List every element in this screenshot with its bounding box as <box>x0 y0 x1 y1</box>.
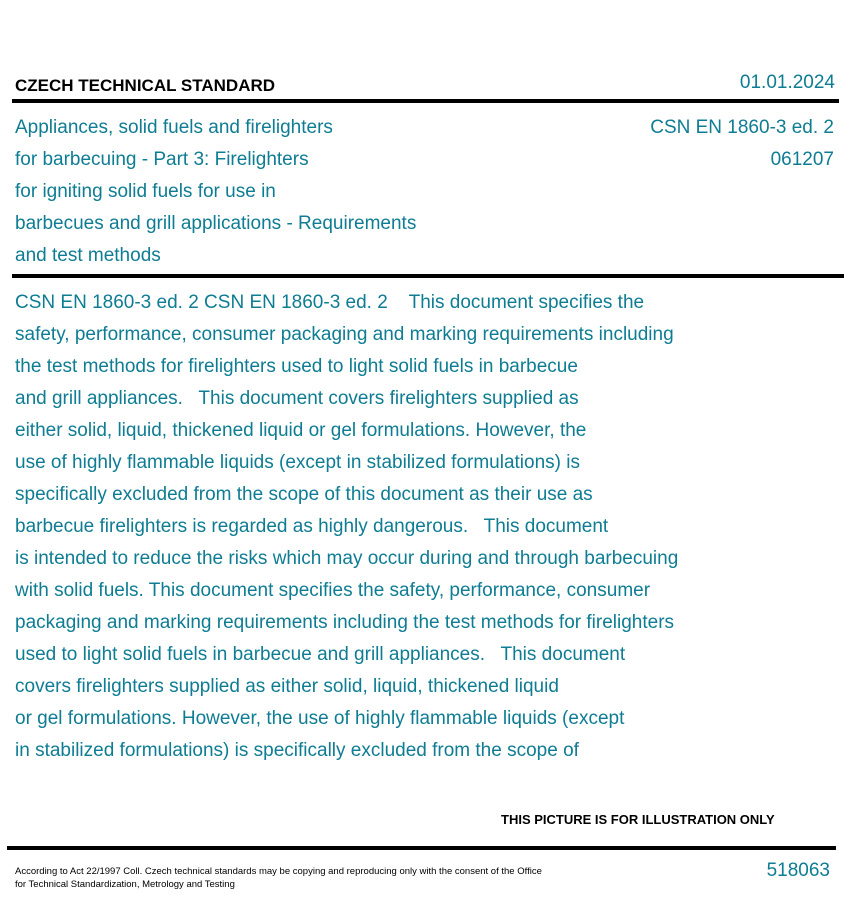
title-line: Appliances, solid fuels and firelighters <box>15 117 333 138</box>
title-line: for igniting solid fuels for use in <box>15 181 276 202</box>
abstract-line: barbecue firelighters is regarded as highly dangerous. This document <box>15 516 609 537</box>
standard-type-label: CZECH TECHNICAL STANDARD <box>15 76 276 95</box>
legal-notice <box>15 865 542 891</box>
abstract-text <box>15 287 775 767</box>
abstract-line: or gel formulations. However, the use of highly flammable liquids (except <box>15 708 625 729</box>
abstract-line: packaging and marking requirements including the test methods for firelighters <box>15 612 675 633</box>
abstract-line: used to light solid fuels in barbecue and grill appliances. This document <box>15 644 626 665</box>
standard-title <box>15 112 485 272</box>
illustration-notice: THIS PICTURE IS FOR ILLUSTRATION ONLY <box>501 812 775 827</box>
abstract-line: in stabilized formulations) is specifically excluded from the scope of <box>15 740 579 761</box>
abstract-line: and grill appliances. This document covers firelighters supplied as <box>15 388 579 409</box>
abstract-line: specifically excluded from the scope of this document as their use as <box>15 484 593 505</box>
document-number: 518063 <box>766 860 830 881</box>
abstract-line: CSN EN 1860-3 ed. 2 CSN EN 1860-3 ed. 2 This document specifies the <box>15 292 645 313</box>
publication-date: 01.01.2024 <box>739 72 835 93</box>
header-divider <box>12 99 839 103</box>
classification-code: 061207 <box>770 149 834 170</box>
standard-designation: CSN EN 1860-3 ed. 2 <box>650 117 834 138</box>
footer-divider <box>7 846 836 850</box>
title-line: and test methods <box>15 245 161 266</box>
legal-line: for Technical Standardization, Metrology and Testing <box>15 879 235 890</box>
standard-codes <box>650 112 834 176</box>
abstract-line: with solid fuels. This document specifies the safety, performance, consumer <box>15 580 651 601</box>
legal-line: According to Act 22/1997 Coll. Czech technical standards may be copying and reproducing only with the consent of the Office <box>15 866 542 877</box>
abstract-line: is intended to reduce the risks which may occur during and through barbecuing <box>15 548 679 569</box>
abstract-line: either solid, liquid, thickened liquid or gel formulations. However, the <box>15 420 587 441</box>
title-line: for barbecuing - Part 3: Firelighters <box>15 149 309 170</box>
abstract-line: use of highly flammable liquids (except in stabilized formulations) is <box>15 452 580 473</box>
abstract-line: covers firelighters supplied as either solid, liquid, thickened liquid <box>15 676 559 697</box>
title-divider <box>12 274 844 278</box>
abstract-line: safety, performance, consumer packaging and marking requirements including <box>15 324 674 345</box>
abstract-line: the test methods for firelighters used to light solid fuels in barbecue <box>15 356 578 377</box>
title-line: barbecues and grill applications - Requirements <box>15 213 417 234</box>
